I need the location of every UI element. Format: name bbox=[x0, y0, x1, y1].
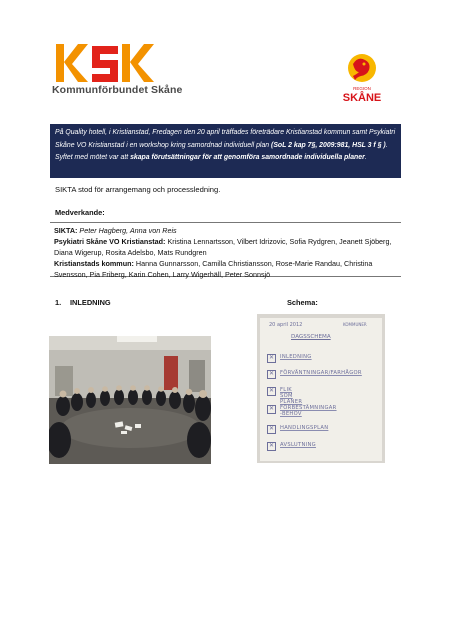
check-box-icon: ✕ bbox=[268, 406, 275, 412]
kommun-label: Kristianstads kommun: bbox=[54, 259, 134, 269]
check-box-icon: ✕ bbox=[268, 371, 275, 377]
kommun-row bbox=[54, 258, 397, 280]
schema-heading: Schema: bbox=[287, 298, 318, 307]
meeting-room-image bbox=[49, 336, 211, 464]
intro-law-reference: (SoL 2 kap 7§, 2009:981, HSL 3 f § ) bbox=[271, 141, 386, 149]
intro-purpose: skapa förutsättningar för att genomföra samordnade individuella planer bbox=[130, 154, 365, 162]
check-box-icon: ✕ bbox=[268, 388, 275, 394]
check-box-icon: ✕ bbox=[268, 443, 275, 449]
intro-box bbox=[50, 124, 401, 178]
participants-box bbox=[50, 222, 401, 280]
intro-text-3: . bbox=[364, 154, 367, 162]
region-label: REGION bbox=[353, 86, 371, 91]
psykiatri-names: Kristina Lennartsson, Vilbert Idrizovic, Sofia Rydgren, Jeanett Sjöberg, Diana Wigerup, Rosita Adelsbo, Mats Rundgren bbox=[54, 237, 392, 258]
org-name: Kommunförbundet Skåne bbox=[52, 84, 183, 96]
flipchart-photo bbox=[257, 314, 385, 463]
flipchart-item-text: FÖRVÄNTNINGAR/FARHÅGOR bbox=[280, 370, 362, 376]
skane-label: SKÅNE bbox=[342, 92, 382, 104]
ksk-logo-icon bbox=[48, 40, 158, 84]
flipchart-item-text: HANDLINGSPLAN bbox=[280, 425, 329, 431]
flipchart-heading-right: KOMMUNER bbox=[343, 322, 367, 327]
section-title: INLEDNING bbox=[70, 298, 111, 307]
sikta-row bbox=[54, 225, 397, 236]
sikta-names: Peter Hagberg, Anna von Reis bbox=[77, 226, 177, 235]
check-box-icon: ✕ bbox=[268, 426, 275, 432]
intro-text-2: . Syftet med mötet var att bbox=[55, 141, 388, 162]
section-number: 1. bbox=[55, 298, 62, 307]
flipchart-item-text: AVSLUTNING bbox=[280, 442, 316, 448]
psykiatri-label: Psykiatri Skåne VO Kristianstad: bbox=[54, 237, 166, 247]
meeting-photo bbox=[49, 336, 211, 464]
psykiatri-row bbox=[54, 236, 397, 258]
flipchart-item-text: FÖRBESTÄMNINGAR -BEHOV bbox=[280, 405, 337, 417]
flipchart-item-text: INLEDNING bbox=[280, 354, 312, 360]
flipchart-title: DAGSSCHEMA bbox=[291, 334, 331, 340]
flipchart-date: 20 april 2012 bbox=[269, 322, 303, 328]
flipchart-item-text: FLIK SOM PLANER bbox=[280, 387, 303, 405]
griffin-icon bbox=[336, 50, 388, 105]
section-heading bbox=[55, 298, 111, 307]
region-skane-logo bbox=[336, 50, 388, 105]
arrangement-text: SIKTA stod för arrangemang och processledning. bbox=[55, 185, 221, 194]
check-box-icon: ✕ bbox=[268, 355, 275, 361]
participants-heading: Medverkande: bbox=[55, 208, 105, 217]
sikta-label: SIKTA: bbox=[54, 226, 78, 235]
kommun-names: Hanna Gunnarsson, Camilla Christiansson, Rose-Marie Randau, Christina Svensson, Pia Friberg, Karin Cohen, Larry Wigerhäll, Peter Sonnsjö bbox=[54, 259, 373, 280]
intro-text-1: På Quality hotell, i Kristianstad, Fredagen den 20 april träffades företrädare Kristianstad kommun samt Psykiatri Skåne VO Kristianstad i en workshop kring samordnad individuell plan bbox=[55, 129, 396, 149]
